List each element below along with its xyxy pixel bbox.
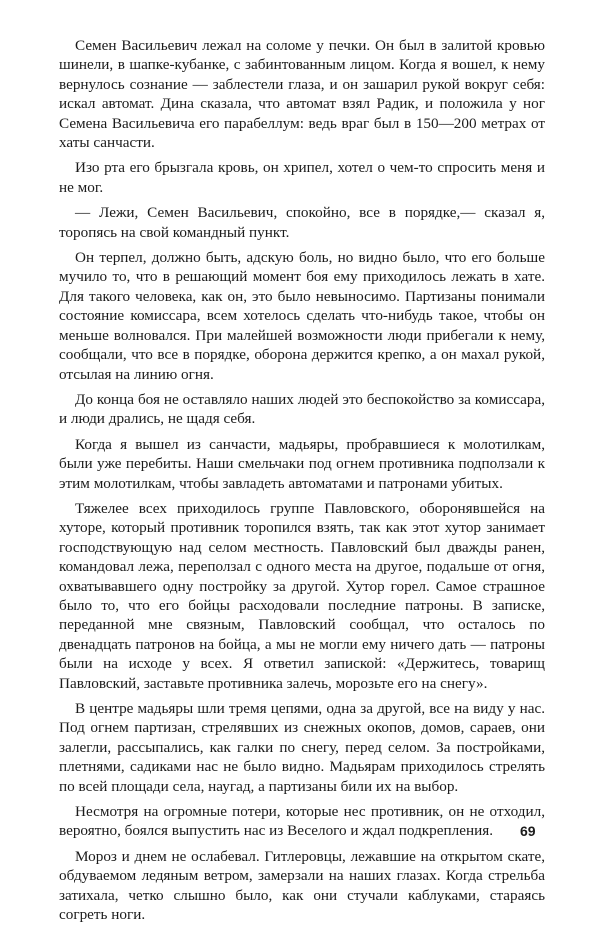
paragraph: Тяжелее всех приходилось группе Павловского, оборонявшейся на хуторе, который противник торопился взять, так как этот хутор занимает господствующую над селом местность. Павловский был дважды ранен, командовал лежа, переползал с одного места на другое, подальше от огня, охватывавшего одну постройку за другой. Хутор горел. Самое страшное было то, что его бойцы расходовали последние патроны. В записке, переданной мне связным, Павловский сообщал, что осталось по двенадцать патронов на бойца, а мы не могли ему ничего дать — патроны были на исходе у всех. Я ответил запиской: «Держитесь, товарищ Павловский, заставьте противника залечь, морозьте его на снегу». xyxy=(59,499,545,692)
paragraph: Изо рта его брызгала кровь, он хрипел, хотел о чем-то спросить меня и не мог. xyxy=(59,159,545,196)
paragraph: Несмотря на огромные потери, которые нес противник, он не отходил, вероятно, боялся выпустить нас из Веселого и ждал подкрепления. xyxy=(59,803,545,840)
paragraph: Семен Васильевич лежал на соломе у печки. Он был в залитой кровью шинели, в шапке-кубанке, с забинтованным лицом. Когда я вошел, к нему вернулось сознание — заблестели глаза, и он зашарил рукой вокруг себя: искал автомат. Дина сказала, что автомат взял Радик, и положила у ног Семена Васильевича его парабеллум: ведь враг был в 150—200 метрах от хаты санчасти. xyxy=(59,37,545,152)
paragraph: Когда я вышел из санчасти, мадьяры, пробравшиеся к молотилкам, были уже перебиты. Наши смельчаки под огнем противника подползали к этим молотилкам, чтобы завладеть автоматами и патронами убитых. xyxy=(59,435,545,492)
paragraph: До конца боя не оставляло наших людей это беспокойство за комиссара, и люди дрались, не щадя себя. xyxy=(59,390,545,428)
paragraph: В центре мадьяры шли тремя цепями, одна за другой, все на виду у нас. Под огнем партизан, стрелявших из снежных окопов, домов, сараев, они залегли, рассыпались, как галки по снегу, перед селом. За постройками, плетнями, садиками нас не было видно. Мадьярам приходилось стрелять по всей площади села, наугад, а партизаны били их на выбор. xyxy=(59,700,545,795)
page-number: 69 xyxy=(520,823,536,839)
page-body xyxy=(59,36,545,930)
paragraph: — Лежи, Семен Васильевич, спокойно, все в порядке,— сказал я, торопясь на свой командный пункт. xyxy=(59,204,545,241)
paragraph: Мороз и днем не ослабевал. Гитлеровцы, лежавшие на открытом скате, обдуваемом ледяным ветром, замерзали на наших глазах. Когда стрельба затихала, четко слышно было, как они стучали каблуками, стараясь согреть ноги. xyxy=(59,847,545,924)
paragraph: Он терпел, должно быть, адскую боль, но видно было, что его больше мучило то, что в решающий момент боя ему приходилось лежать в хате. Для такого человека, как он, это было невыносимо. Партизаны понимали состояние комиссара, всем хотелось сделать что-нибудь такое, чтобы он меньше волновался. При малейшей возможности люди прибегали к нему, сообщали, что все в порядке, оборона держится крепко, а он махал рукой, отсылая на линию огня. xyxy=(59,249,545,383)
